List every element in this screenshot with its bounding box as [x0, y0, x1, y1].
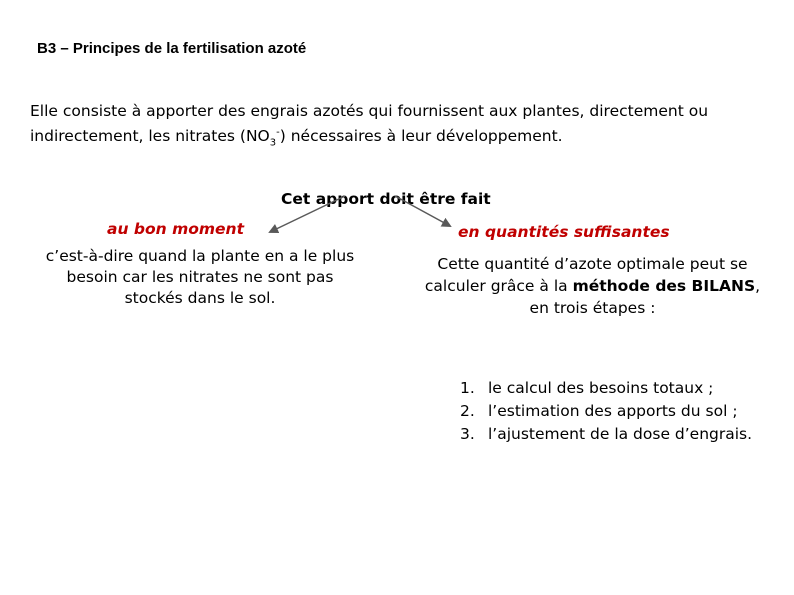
steps-list [460, 377, 752, 446]
list-item [460, 377, 752, 400]
intro-subscript: 3 [269, 137, 277, 149]
intro-text-end: ) nécessaires à leur développement. [279, 127, 563, 146]
right-arrow [395, 196, 450, 226]
left-arrow [270, 196, 345, 232]
step-number: 3. [460, 425, 475, 443]
step-number: 1. [460, 379, 475, 397]
right-body-text [420, 253, 765, 319]
central-statement: Cet apport doit être fait [281, 190, 491, 208]
intro-superscript: - [276, 127, 280, 138]
right-heading: en quantités suffisantes [458, 223, 670, 241]
right-body-bold: méthode des BILANS [572, 277, 756, 295]
list-item [460, 400, 752, 423]
step-number: 2. [460, 402, 475, 420]
step-text: le calcul des besoins totaux ; [488, 379, 714, 397]
right-body-end: , en trois étapes : [529, 277, 761, 317]
page-title: B3 – Principes de la fertilisation azoté [37, 40, 307, 57]
left-body-text: c’est-à-dire quand la plante en a le plus besoin car les nitrates ne sont pas stockés dans le sol. [45, 247, 355, 307]
step-text: l’ajustement de la dose d’engrais. [488, 425, 753, 443]
intro-text-start: Elle consiste à apporter des engrais azotés qui fournissent aux plantes, directement ou indirectement, les nitrates (NO [30, 102, 709, 146]
list-item [460, 423, 752, 446]
right-body-start: Cette quantité d’azote optimale peut se calculer grâce à la [424, 255, 748, 295]
left-heading: au bon moment [107, 220, 244, 238]
step-text: l’estimation des apports du sol ; [488, 402, 738, 420]
